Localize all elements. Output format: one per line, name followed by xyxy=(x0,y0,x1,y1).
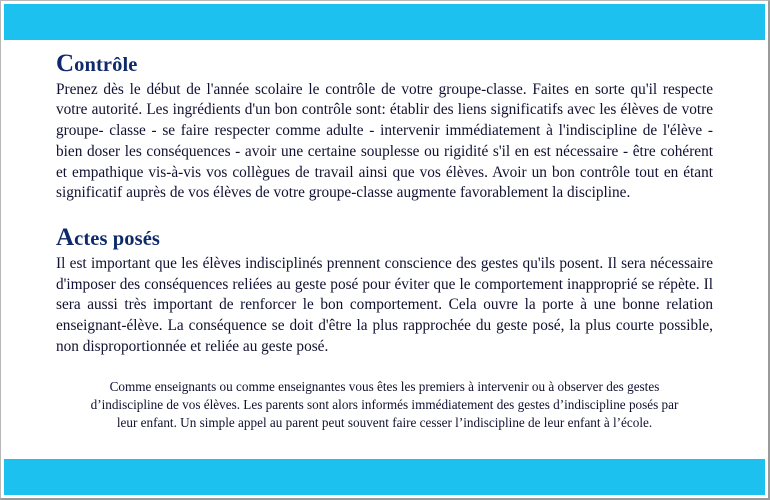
section-actes-poses-body: Il est important que les élèves indisciplinés prennent conscience des gestes qu'ils posent. Il sera nécessaire d'imposer des conséquences reliées au geste posé pour éviter que le comportement inapproprié se répète. Il sera aussi très important de renforcer le bon comportement. Cela ouvre la porte à une bonne relation enseignant-élève. La conséquence se doit d'être la plus rapprochée du geste posé, la plus courte possible, non disproportionnée et reliée au geste posé. xyxy=(56,254,713,355)
section-controle xyxy=(56,50,713,204)
section-controle-title xyxy=(56,50,713,78)
section-controle-body: Prenez dès le début de l'année scolaire le contrôle de votre groupe-classe. Faites en sorte qu'il respecte votre autorité. Les ingrédients d'un bon contrôle sont: établir des liens significatifs avec les élèves de votre groupe- classe - se faire respecter comme adulte - intervenir immédiatement à l'indiscipline de l'élève - bien doser les conséquences - avoir une certaine souplesse ou rigidité s'il en est nécessaire - être cohérent et empathique vis-à-vis vos collègues de travail ainsi que vos élèves. Avoir un bon contrôle tout en étant significatif auprès de vos élèves de votre groupe-classe augmente favorablement la discipline. xyxy=(56,80,713,202)
section-actes-poses xyxy=(56,224,713,357)
bottom-color-band xyxy=(4,459,765,495)
section-actes-poses-title-dropcap: A xyxy=(56,224,75,252)
section-actes-poses-title xyxy=(56,224,713,252)
section-controle-title-rest: ontrôle xyxy=(74,54,138,76)
slide-content xyxy=(4,40,765,459)
closing-note: Comme enseignants ou comme enseignantes vous êtes les premiers à intervenir ou à observer des gestes d’indiscipline de vos élèves. Les parents sont alors informés immédiatement des gestes d’indiscipline posés par leur enfant. Un simple appel au parent peut souvent faire cesser l’indiscipline de leur enfant à l’école. xyxy=(90,378,679,431)
section-controle-title-dropcap: C xyxy=(56,50,75,77)
top-color-band xyxy=(4,4,765,40)
section-actes-poses-title-rest: ctes posés xyxy=(74,228,160,251)
